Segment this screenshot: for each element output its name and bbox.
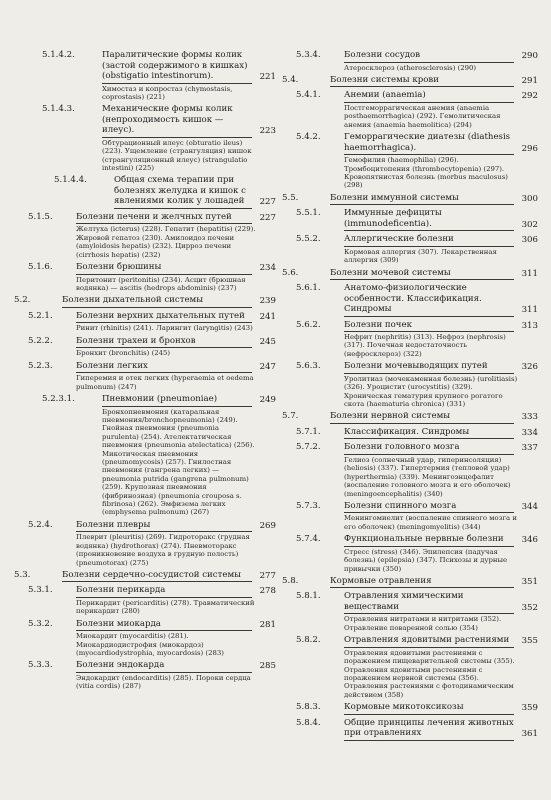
section-number: 5.8.4.	[296, 717, 321, 728]
page-number: 278	[259, 586, 276, 597]
section-title: Пневмонии (pneumoniae)	[102, 394, 252, 407]
section-title: Аллергические болезни	[344, 234, 514, 247]
section-number: 5.4.2.	[296, 132, 321, 143]
page-number: 361	[521, 729, 538, 740]
page-number: 333	[521, 412, 538, 423]
section-number: 5.7.1.	[296, 426, 321, 437]
section-number: 5.8.3.	[296, 702, 321, 713]
section-number: 5.8.2.	[296, 635, 321, 646]
page-number: 285	[259, 661, 276, 672]
section-title: Болезни миокарда	[76, 619, 252, 632]
section-title: Болезни мочевой системы	[330, 268, 514, 281]
toc-entry	[14, 104, 276, 172]
section-number: 5.2.4.	[28, 519, 53, 530]
page-number: 355	[521, 636, 538, 647]
section-title: Кормовые отравления	[330, 576, 514, 589]
toc-heading-row	[14, 295, 276, 308]
toc-entry	[282, 427, 538, 440]
section-number: 5.4.	[282, 74, 299, 85]
section-title: Механические формы колик (непроходимость кишок — илеус).	[102, 104, 252, 138]
section-title: Общая схема терапии при болезнях желудка и кишок с явлениями колик у лошадей	[114, 175, 252, 209]
toc-heading-row	[14, 212, 276, 225]
page-number: 245	[259, 336, 276, 347]
toc-heading-row	[282, 635, 538, 648]
page-number: 281	[259, 619, 276, 630]
toc-entry	[14, 585, 276, 615]
toc-heading-row	[14, 104, 276, 138]
toc-entry	[14, 212, 276, 259]
toc-entry	[282, 283, 538, 317]
section-number: 5.1.5.	[28, 211, 53, 222]
section-number: 5.5.1.	[296, 208, 321, 219]
section-title: Болезни сердечно-сосудистой системы	[62, 570, 252, 583]
page-number: 241	[259, 311, 276, 322]
section-title: Иммунные дефициты (immunodeficentia).	[344, 208, 514, 231]
section-number: 5.2.2.	[28, 335, 53, 346]
section-number: 5.2.	[14, 295, 31, 306]
section-number: 5.6.2.	[296, 319, 321, 330]
toc-heading-row	[282, 591, 538, 614]
subsection-list: Бронхопневмония (катаральная пневмония/bronchopneumonia) (249). Гнойная пневмония (pneumonia purulenta) (254). Ателектатическая пневмония (pneumonia atelectatica) (256). Микотическая пневмония (pneumomycosis) (257). Гнилостная пневмония (гангрена легких) — pneumonia putrida (gangrena pulmonum) (259). Крупозная пневмония (фибринозная) (pneumonia crouposa s. fibrinosa) (262). Эмфизема легких (emphysema pulmonum) (267)	[102, 407, 255, 517]
toc-entry	[14, 311, 276, 333]
toc-heading-row	[282, 442, 538, 455]
subsection-list: Перитонит (peritonitis) (234). Асцит (брюшная водянка) — ascitis (hedrops abdominis) (237)	[76, 275, 246, 292]
section-number: 5.3.1.	[28, 585, 53, 596]
section-number: 5.4.1.	[296, 90, 321, 101]
toc-entry	[282, 718, 538, 741]
toc-heading-row	[14, 175, 276, 209]
toc-heading-row	[14, 619, 276, 632]
section-number: 5.5.	[282, 192, 299, 203]
toc-heading-row	[282, 50, 538, 63]
toc-entry	[282, 361, 538, 408]
toc-heading-row	[14, 585, 276, 598]
toc-heading-row	[282, 90, 538, 103]
page-number: 311	[521, 305, 538, 316]
page-number: 313	[521, 320, 538, 331]
toc-entry	[14, 520, 276, 567]
page-number: 227	[259, 197, 276, 208]
toc-heading-row	[282, 576, 538, 589]
toc-heading-row	[282, 320, 538, 333]
toc-entry	[282, 208, 538, 231]
toc-entry	[282, 576, 538, 589]
toc-heading-row	[14, 520, 276, 533]
section-number: 5.6.1.	[296, 283, 321, 294]
toc-entry	[14, 50, 276, 101]
toc-right-column	[282, 50, 538, 744]
toc-entry	[14, 175, 276, 209]
section-number: 5.5.2.	[296, 234, 321, 245]
subsection-list: Отравления ядовитыми растениями с поражением пищеварительной системы (355). Отравления ядовитыми растениями с поражением нервной системы (356). Отравления растениями с фотодинамическим действием (358)	[344, 648, 515, 699]
toc-heading-row	[282, 702, 538, 715]
subsection-list: Гемофилия (haemophilia) (296). Тромбоцитопения (thrombocytopenia) (297). Кровопятнистая болезнь (morbus maculosus) (298)	[344, 156, 508, 190]
page-number: 334	[521, 427, 538, 438]
section-number: 5.8.1.	[296, 591, 321, 602]
toc-entry	[282, 234, 538, 264]
page-number: 234	[259, 263, 276, 274]
section-number: 5.6.3.	[296, 361, 321, 372]
page-number: 359	[521, 703, 538, 714]
page-number: 346	[521, 535, 538, 546]
toc-heading-row	[282, 361, 538, 374]
section-title: Болезни сосудов	[344, 50, 514, 63]
toc-entry	[282, 132, 538, 190]
section-number: 5.3.	[14, 569, 31, 580]
toc-entry	[282, 320, 538, 359]
toc-entry	[282, 268, 538, 281]
subsection-list: Миокардит (myocarditis) (281). Миокардиодистрофия (миокардоз) (myocardiodystrophia, myocardosis) (283)	[76, 632, 224, 658]
section-number: 5.7.	[282, 411, 299, 422]
toc-heading-row	[282, 718, 538, 741]
toc-entry	[14, 660, 276, 690]
section-title: Болезни плевры	[76, 520, 252, 533]
section-title: Отравления ядовитыми растениями	[344, 635, 514, 648]
page-number: 326	[521, 362, 538, 373]
subsection-list: Гелиоз (солнечный удар, гиперинсоляция) (heliosis) (337). Гипертермия (тепловой удар) (hyperthermia) (339). Менингоэнцефалит (воспаление головного мозга и его оболочек) (meningoencephalitis) (340)	[344, 455, 511, 498]
section-title: Болезни нервной системы	[330, 411, 514, 424]
toc-left-column	[14, 50, 276, 694]
page-number: 302	[521, 219, 538, 230]
page-number: 247	[259, 361, 276, 372]
toc-entry	[14, 619, 276, 658]
toc-heading-row	[282, 427, 538, 440]
page-number: 239	[259, 296, 276, 307]
section-title: Болезни перикарда	[76, 585, 252, 598]
section-title: Болезни системы крови	[330, 75, 514, 88]
section-number: 5.1.6.	[28, 262, 53, 273]
section-number: 5.7.4.	[296, 534, 321, 545]
section-title: Болезни эндокарда	[76, 660, 252, 673]
subsection-list: Бронхит (bronchitis) (245)	[76, 349, 171, 358]
toc-entry	[282, 50, 538, 72]
toc-entry	[282, 501, 538, 531]
section-number: 5.1.4.2.	[42, 50, 75, 60]
toc-entry	[14, 262, 276, 292]
subsection-list: Атеросклероз (atherosclerosis) (290)	[344, 63, 477, 72]
subsection-list: Плеврит (pleuritis) (269). Гидроторакс (грудная водянка) (hydrothorax) (274). Пневмоторакс (проникновение воздуха в грудную полость) (pneumotorax) (275)	[76, 533, 250, 567]
section-title: Классификация. Синдромы	[344, 427, 514, 440]
subsection-list: Постгеморрагическая анемия (anaemia posthaemorrhagica) (292). Гемолитическая анемия (anaemia haemolitica) (294)	[344, 103, 501, 129]
page-number: 311	[521, 268, 538, 279]
toc-heading-row	[282, 283, 538, 317]
page-number: 352	[521, 602, 538, 613]
toc-entry	[14, 570, 276, 583]
subsection-list: Кормовая аллергия (307). Лекарственная аллергия (309)	[344, 247, 497, 265]
page-number: 296	[521, 143, 538, 154]
section-title: Общие принципы лечения животных при отравлениях	[344, 718, 514, 741]
section-title: Болезни дыхательной системы	[62, 295, 252, 308]
section-title: Болезни верхних дыхательных путей	[76, 311, 252, 324]
toc-entry	[282, 591, 538, 632]
page-number: 277	[259, 570, 276, 581]
section-title: Геморрагические диатезы (diathesis haemorrhagica).	[344, 132, 514, 155]
subsection-list: Уролитиаз (мочекаменная болезнь) (urolitiasis) (326). Уроцистит (urocystitis) (329). Хроническая гематурия крупного рогатого скота (haematuria chronica) (331)	[344, 374, 518, 408]
section-title: Болезни головного мозга	[344, 442, 514, 455]
subsection-list: Обтурационный илеус (obturatio ileus) (223). Ущемление (странгуляция) кишок (странгуляционный илеус) (strangulatio intestini) (225)	[102, 138, 252, 173]
section-title: Болезни иммунной системы	[330, 193, 514, 206]
section-number: 5.3.3.	[28, 660, 53, 671]
toc-heading-row	[14, 660, 276, 673]
section-number: 5.2.3.1.	[42, 394, 75, 404]
subsection-list: Ринит (rhinitis) (241). Ларингит (laryngitis) (243)	[76, 324, 253, 333]
toc-entry	[282, 635, 538, 699]
toc-entry	[282, 75, 538, 88]
section-number: 5.7.3.	[296, 500, 321, 511]
toc-entry	[282, 534, 538, 573]
toc-heading-row	[282, 234, 538, 247]
section-number: 5.1.4.4.	[54, 175, 87, 186]
page-number: 269	[259, 520, 276, 531]
section-title: Функциональные нервные болезни	[344, 534, 514, 547]
subsection-list: Гиперемия и отек легких (hyperaemia et oedema pulmonum) (247)	[76, 374, 254, 391]
section-title: Анемии (anaemia)	[344, 90, 514, 103]
toc-heading-row	[282, 268, 538, 281]
toc-entry	[14, 295, 276, 308]
toc-heading-row	[282, 193, 538, 206]
toc-heading-row	[14, 262, 276, 275]
section-title: Паралитические формы колик (застой содержимого в кишках) (obstigatio intestinorum).	[102, 50, 252, 84]
toc-heading-row	[282, 132, 538, 155]
section-number: 5.6.	[282, 267, 299, 278]
section-title: Отравления химическими веществами	[344, 591, 514, 614]
toc-entry	[282, 90, 538, 129]
subsection-list: Менингомиелит (воспаление спинного мозга и его оболочек) (meningomyelitis) (344)	[344, 514, 517, 531]
page-number: 300	[521, 193, 538, 204]
section-number: 5.3.2.	[28, 618, 53, 629]
section-title: Болезни спинного мозга	[344, 501, 514, 514]
page-number: 223	[259, 126, 276, 137]
page-number: 291	[521, 75, 538, 86]
toc-entry	[282, 442, 538, 498]
page-number: 290	[521, 51, 538, 61]
toc-heading-row	[282, 75, 538, 88]
toc-entry	[282, 702, 538, 715]
page-number: 351	[521, 576, 538, 587]
section-number: 5.3.4.	[296, 50, 321, 60]
page-number: 227	[259, 212, 276, 223]
toc-heading-row	[14, 570, 276, 583]
subsection-list: Химостаз и копростаз (chymostasis, coprostasis) (221)	[102, 84, 233, 101]
toc-entry	[14, 394, 276, 517]
section-title: Болезни печени и желчных путей	[76, 212, 252, 225]
section-number: 5.7.2.	[296, 442, 321, 453]
page-number: 344	[521, 501, 538, 512]
subsection-list: Желтуха (icterus) (228). Гепатит (hepatitis) (229). Жировой гепатоз (230). Амилоидоз печени (amyloidosis hepatis) (232). Цирроз печени (cirrhosis hepatis) (232)	[76, 225, 256, 259]
toc-heading-row	[282, 208, 538, 231]
toc-heading-row	[282, 411, 538, 424]
page-number: 292	[521, 91, 538, 102]
toc-heading-row	[14, 394, 276, 407]
toc-entry	[282, 411, 538, 424]
section-title: Болезни почек	[344, 320, 514, 333]
subsection-list: Нефрит (nephritis) (313). Нефроз (nephrosis) (317). Почечная недостаточность (нефросклероз) (322)	[344, 333, 506, 358]
page-number: 337	[521, 443, 538, 454]
page-number: 306	[521, 235, 538, 246]
section-number: 5.8.	[282, 575, 299, 586]
toc-heading-row	[14, 336, 276, 349]
toc-entry	[282, 193, 538, 206]
toc-heading-row	[14, 311, 276, 324]
section-title: Кормовые микотоксикозы	[344, 702, 514, 715]
toc-heading-row	[14, 50, 276, 84]
section-number: 5.2.1.	[28, 310, 53, 321]
section-number: 5.2.3.	[28, 360, 53, 371]
toc-entry	[14, 361, 276, 391]
toc-heading-row	[14, 361, 276, 374]
toc-heading-row	[282, 534, 538, 547]
section-number: 5.1.4.3.	[42, 104, 75, 115]
toc-heading-row	[282, 501, 538, 514]
section-title: Болезни легких	[76, 361, 252, 374]
section-title: Анатомо-физиологические особенности. Классификация. Синдромы	[344, 283, 514, 317]
section-title: Болезни трахеи и бронхов	[76, 336, 252, 349]
subsection-list: Эндокардит (endocarditis) (285). Пороки сердца (vitia cordis) (287)	[76, 673, 251, 691]
section-title: Болезни брюшины	[76, 262, 252, 275]
subsection-list: Стресс (stress) (346). Эпилепсия (падучая болезнь) (epilepsia) (347). Психозы и дурные привычки (350)	[344, 547, 508, 573]
subsection-list: Перикардит (pericarditis) (278). Травматический перикардит (280)	[76, 598, 255, 616]
toc-entry	[14, 336, 276, 358]
page-number: 221	[259, 72, 276, 82]
page-number: 249	[259, 395, 276, 405]
subsection-list: Отравления нитратами и нитритами (352). Отравление поваренной солью (354)	[344, 615, 502, 632]
section-title: Болезни мочевыводящих путей	[344, 361, 514, 374]
